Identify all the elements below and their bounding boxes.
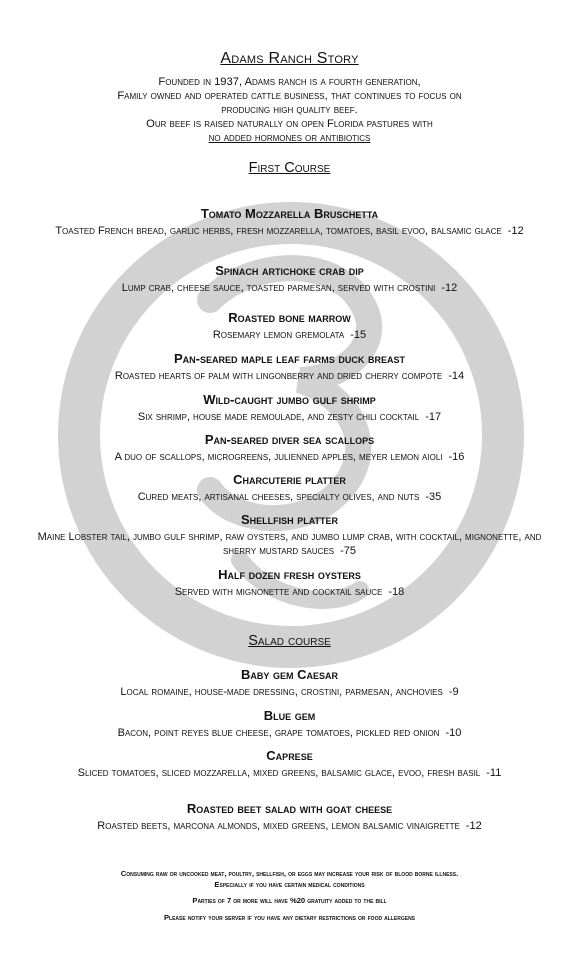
section-heading-first-course: First Course (248, 160, 331, 176)
page-title: Adams Ranch Story (220, 50, 359, 67)
item-name: Roasted beet salad with goat cheese (186, 801, 393, 816)
item-name: Spinach artichoke crab dip (215, 263, 364, 278)
item-price: -35 (425, 491, 442, 503)
item-description (30, 767, 549, 781)
item-name: Half dozen fresh oysters (218, 567, 361, 582)
item-name: Wild-caught jumbo gulf shrimp (203, 392, 376, 407)
item-desc-text: A duo of scallops, microgreens, julienned apples, meyer lemon aioli (114, 451, 443, 463)
item-description (30, 586, 549, 600)
item-name: Pan-seared maple leaf farms duck breast (173, 351, 406, 366)
item-description (30, 531, 549, 558)
item-description (30, 451, 549, 465)
item-description (30, 820, 549, 834)
item-price: -75 (340, 544, 357, 557)
item-description (30, 370, 549, 384)
item-name: Charcuterie platter (233, 472, 346, 487)
menu-item (30, 708, 549, 741)
item-desc-text: Roasted beets, marcona almonds, mixed greens, lemon balsamic vinaigrette (97, 820, 460, 832)
item-desc-text: Local romaine, house-made dressing, crostini, parmesan, anchovies (120, 686, 443, 698)
item-desc-text: Cured meats, artisanal cheeses, specialty olives, and nuts (137, 491, 420, 503)
intro-line: Our beef is raised naturally on open Florida pastures with (146, 118, 433, 130)
item-price: -16 (448, 451, 465, 463)
item-desc-text: Six shrimp, house made remoulade, and zesty chili cocktail (137, 411, 420, 423)
intro-paragraph (0, 75, 579, 145)
item-price: -12 (441, 282, 458, 294)
menu-item (30, 801, 549, 834)
item-description (30, 686, 549, 700)
item-description (30, 282, 549, 296)
item-desc-text: Rosemary lemon gremolata (212, 329, 345, 341)
item-price: -17 (425, 411, 442, 423)
item-price: -9 (448, 686, 459, 698)
allergen-note: Please notify your server if you have any dietary restrictions or food allergens (163, 913, 416, 922)
item-price: -11 (486, 767, 502, 779)
item-name: Roasted bone marrow (228, 310, 351, 325)
warning-line-1: Consuming raw or uncooked meat, poultry, shellfish, or eggs may increase your risk of blood borne illness. (120, 869, 459, 878)
menu-item (30, 351, 549, 384)
item-price: -15 (350, 329, 367, 341)
item-price: -12 (507, 225, 524, 237)
item-desc-text: Maine Lobster tail, jumbo gulf shrimp, raw oysters, and jumbo lump crab, with cocktail, mignonette, and sherry mustard sauces (37, 531, 542, 557)
item-desc-text: Served with mignonette and cocktail sauce (174, 586, 383, 598)
item-name: Baby gem Caesar (240, 667, 338, 682)
item-description (30, 225, 549, 239)
menu-item (30, 748, 549, 781)
item-desc-text: Roasted hearts of palm with lingonberry and dried cherry compote (114, 370, 443, 382)
menu-item (30, 512, 549, 558)
item-desc-text: Sliced tomatoes, sliced mozzarella, mixed greens, balsamic glace, evoo, fresh basil (77, 767, 481, 779)
item-name: Blue gem (263, 708, 316, 723)
item-description (30, 727, 549, 741)
item-desc-text: Toasted French bread, garlic herbs, fresh mozzarella, tomatoes, basil evoo, balsamic glace (55, 225, 502, 237)
intro-line: Family owned and operated cattle business, that continues to focus on (117, 90, 462, 102)
item-price: -12 (465, 820, 482, 832)
gratuity-note: Parties of 7 or more will have %20 gratuity added to the bill (192, 896, 387, 905)
item-name: Caprese (266, 748, 313, 763)
intro-line: producing high quality beef. (221, 104, 358, 116)
menu-item (30, 392, 549, 425)
item-name: Tomato Mozzarella Bruschetta (200, 206, 379, 221)
item-description (30, 411, 549, 425)
menu-item (30, 667, 549, 700)
menu-item (30, 206, 549, 239)
warning-line-2: Especially if you have certain medical conditions (214, 880, 365, 889)
menu-item (30, 472, 549, 505)
item-description (30, 491, 549, 505)
menu-item (30, 432, 549, 465)
item-price: -10 (445, 727, 462, 739)
intro-line: Founded in 1937, Adams ranch is a fourth generation, (158, 76, 421, 88)
raw-food-warning (0, 868, 579, 890)
section-heading-salad-course: Salad course (248, 633, 331, 649)
item-price: -14 (448, 370, 465, 382)
item-desc-text: Bacon, point reyes blue cheese, grape tomatoes, pickled red onion (117, 727, 440, 739)
menu-item (30, 567, 549, 600)
intro-emphasis: no added hormones or antibiotics (208, 132, 371, 144)
menu-item (30, 310, 549, 343)
item-name: Shellfish platter (240, 512, 339, 527)
item-description (30, 329, 549, 343)
item-desc-text: Lump crab, cheese sauce, toasted parmesan, served with crostini (121, 282, 436, 294)
item-price: -18 (388, 586, 405, 598)
item-name: Pan-seared diver sea scallops (204, 432, 375, 447)
menu-item (30, 263, 549, 296)
